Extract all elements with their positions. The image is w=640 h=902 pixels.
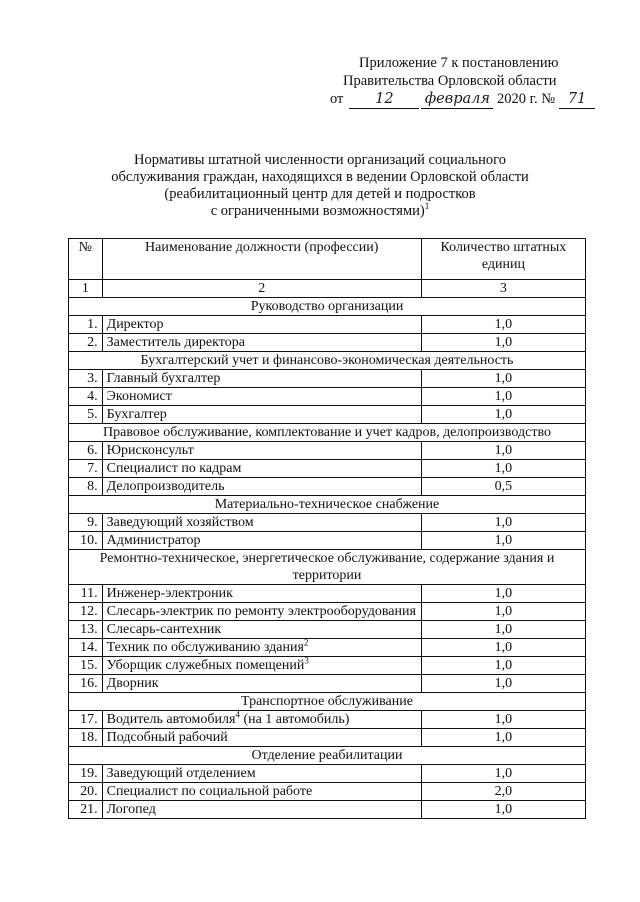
row-number: 4. <box>69 388 103 406</box>
section-title: Правовое обслуживание, комплектование и учет кадров, делопроизводство <box>69 424 586 442</box>
row-position-cell <box>102 675 421 693</box>
row-number: 3. <box>69 370 103 388</box>
table-row <box>69 334 586 352</box>
table-row <box>69 406 586 424</box>
row-number: 21. <box>69 801 103 819</box>
table-index-row <box>69 280 586 298</box>
row-position-name: Техник по обслуживанию здания <box>106 640 304 655</box>
row-position-name: Заведующий хозяйством <box>106 515 254 530</box>
handwritten-month: февраля <box>421 90 493 109</box>
title-line-3: (реабилитационный центр для детей и подростков <box>164 186 476 202</box>
index-qty: 3 <box>421 280 585 298</box>
row-position-name: Бухгалтер <box>106 407 167 422</box>
row-quantity: 1,0 <box>421 370 585 388</box>
row-position-cell <box>102 532 421 550</box>
handwritten-day: 12 <box>349 90 419 109</box>
row-number: 11. <box>69 585 103 603</box>
row-quantity: 1,0 <box>421 406 585 424</box>
row-quantity: 1,0 <box>421 585 585 603</box>
row-position-cell <box>102 765 421 783</box>
appendix-year: 2020 г. № <box>497 91 556 107</box>
row-quantity: 1,0 <box>421 460 585 478</box>
section-title: Материально-техническое снабжение <box>69 496 586 514</box>
table-row <box>69 585 586 603</box>
row-position-cell <box>102 370 421 388</box>
table-row <box>69 675 586 693</box>
row-number: 9. <box>69 514 103 532</box>
row-number: 8. <box>69 478 103 496</box>
row-quantity: 1,0 <box>421 657 585 675</box>
table-row <box>69 460 586 478</box>
table-row <box>69 442 586 460</box>
row-quantity: 1,0 <box>421 388 585 406</box>
row-position-name: Юрисконсульт <box>106 443 194 458</box>
row-position-name: Водитель автомобиля <box>106 712 236 727</box>
row-number: 12. <box>69 603 103 621</box>
row-position-name: Логопед <box>106 802 156 817</box>
row-position-name: Специалист по социальной работе <box>106 784 313 799</box>
row-position-name: Заместитель директора <box>106 335 245 350</box>
row-position-name: Инженер-электроник <box>106 586 233 601</box>
header-num: № <box>69 239 103 280</box>
row-position-cell <box>102 729 421 747</box>
table-row <box>69 639 586 657</box>
row-position-name: Экономист <box>106 389 172 404</box>
row-quantity: 1,0 <box>421 603 585 621</box>
row-number: 6. <box>69 442 103 460</box>
row-quantity: 1,0 <box>421 621 585 639</box>
row-number: 7. <box>69 460 103 478</box>
row-position-cell <box>102 316 421 334</box>
row-quantity: 2,0 <box>421 783 585 801</box>
table-row <box>69 801 586 819</box>
table-row <box>69 514 586 532</box>
appendix-prefix: от <box>330 91 344 107</box>
section-title: Ремонтно-техническое, энергетическое обслуживание, содержание здания и территории <box>69 550 586 585</box>
section-row <box>69 550 586 585</box>
row-number: 5. <box>69 406 103 424</box>
row-position-name: Специалист по кадрам <box>106 461 242 476</box>
table-row <box>69 603 586 621</box>
row-position-name: Дворник <box>106 676 159 691</box>
row-position-cell <box>102 478 421 496</box>
row-number: 13. <box>69 621 103 639</box>
row-position-cell <box>102 406 421 424</box>
row-position-cell <box>102 603 421 621</box>
section-row <box>69 747 586 765</box>
table-row <box>69 388 586 406</box>
row-position-cell <box>102 621 421 639</box>
row-quantity: 0,5 <box>421 478 585 496</box>
row-position-cell <box>102 585 421 603</box>
section-row <box>69 424 586 442</box>
row-quantity: 1,0 <box>421 765 585 783</box>
table-row <box>69 783 586 801</box>
row-position-name: Администратор <box>106 533 201 548</box>
table-row <box>69 765 586 783</box>
row-position-name: Главный бухгалтер <box>106 371 221 386</box>
row-position-cell <box>102 460 421 478</box>
row-footnote-mark: 4 <box>235 709 240 720</box>
table-row <box>69 621 586 639</box>
row-position-cell <box>102 801 421 819</box>
section-title: Отделение реабилитации <box>69 747 586 765</box>
handwritten-number: 71 <box>559 90 595 109</box>
row-quantity: 1,0 <box>421 711 585 729</box>
row-position-name: Директор <box>106 317 164 332</box>
table-row <box>69 370 586 388</box>
table-row <box>69 657 586 675</box>
row-number: 10. <box>69 532 103 550</box>
index-num: 1 <box>69 280 103 298</box>
title-line-4-text: с ограниченными возможностями) <box>210 203 425 219</box>
appendix-header <box>330 54 620 109</box>
row-number: 20. <box>69 783 103 801</box>
staffing-table <box>68 238 586 819</box>
row-number: 17. <box>69 711 103 729</box>
title-footnote-mark: 1 <box>424 201 430 212</box>
section-title: Бухгалтерский учет и финансово-экономическая деятельность <box>69 352 586 370</box>
row-footnote-mark: 3 <box>304 655 309 666</box>
row-quantity: 1,0 <box>421 514 585 532</box>
section-title: Транспортное обслуживание <box>69 693 586 711</box>
row-quantity: 1,0 <box>421 639 585 657</box>
row-position-cell <box>102 639 421 657</box>
row-position-cell <box>102 783 421 801</box>
row-number: 18. <box>69 729 103 747</box>
row-number: 2. <box>69 334 103 352</box>
section-title: Руководство организации <box>69 298 586 316</box>
row-quantity: 1,0 <box>421 442 585 460</box>
table-row <box>69 711 586 729</box>
title-line-4 <box>40 203 600 220</box>
row-quantity: 1,0 <box>421 729 585 747</box>
row-position-cell <box>102 514 421 532</box>
header-name: Наименование должности (профессии) <box>102 239 421 280</box>
row-position-name: Слесарь-сантехник <box>106 622 222 637</box>
appendix-line-1: Приложение 7 к постановлению <box>359 55 559 71</box>
row-number: 14. <box>69 639 103 657</box>
title-line-2: обслуживания граждан, находящихся в ведении Орловской области <box>111 169 529 185</box>
table-row <box>69 729 586 747</box>
row-position-name: Делопроизводитель <box>106 479 225 494</box>
row-position-name: Заведующий отделением <box>106 766 256 781</box>
section-row <box>69 352 586 370</box>
row-position-cell <box>102 334 421 352</box>
row-position-name: Подсобный рабочий <box>106 730 228 745</box>
header-qty: Количество штатных единиц <box>421 239 585 280</box>
row-footnote-mark: 2 <box>303 637 309 648</box>
table-row <box>69 478 586 496</box>
row-number: 19. <box>69 765 103 783</box>
table-row <box>69 532 586 550</box>
row-position-cell <box>102 442 421 460</box>
section-row <box>69 298 586 316</box>
document-title <box>40 152 600 220</box>
title-line-1: Нормативы штатной численности организаций социального <box>133 152 507 168</box>
table-body <box>69 298 586 819</box>
row-quantity: 1,0 <box>421 532 585 550</box>
row-quantity: 1,0 <box>421 801 585 819</box>
index-name: 2 <box>102 280 421 298</box>
row-position-note: (на 1 автомобиль) <box>239 712 350 727</box>
section-row <box>69 693 586 711</box>
row-number: 16. <box>69 675 103 693</box>
section-row <box>69 496 586 514</box>
appendix-line-2: Правительства Орловской области <box>343 73 557 89</box>
row-position-cell <box>102 657 421 675</box>
row-quantity: 1,0 <box>421 334 585 352</box>
row-quantity: 1,0 <box>421 675 585 693</box>
row-position-name: Слесарь-электрик по ремонту электрооборудования <box>106 604 416 619</box>
row-number: 1. <box>69 316 103 334</box>
row-quantity: 1,0 <box>421 316 585 334</box>
appendix-date-line <box>330 90 620 109</box>
row-number: 15. <box>69 657 103 675</box>
row-position-name: Уборщик служебных помещений <box>106 658 305 673</box>
table-header-row <box>69 239 586 280</box>
table-row <box>69 316 586 334</box>
row-position-cell <box>102 711 421 729</box>
row-position-cell <box>102 388 421 406</box>
